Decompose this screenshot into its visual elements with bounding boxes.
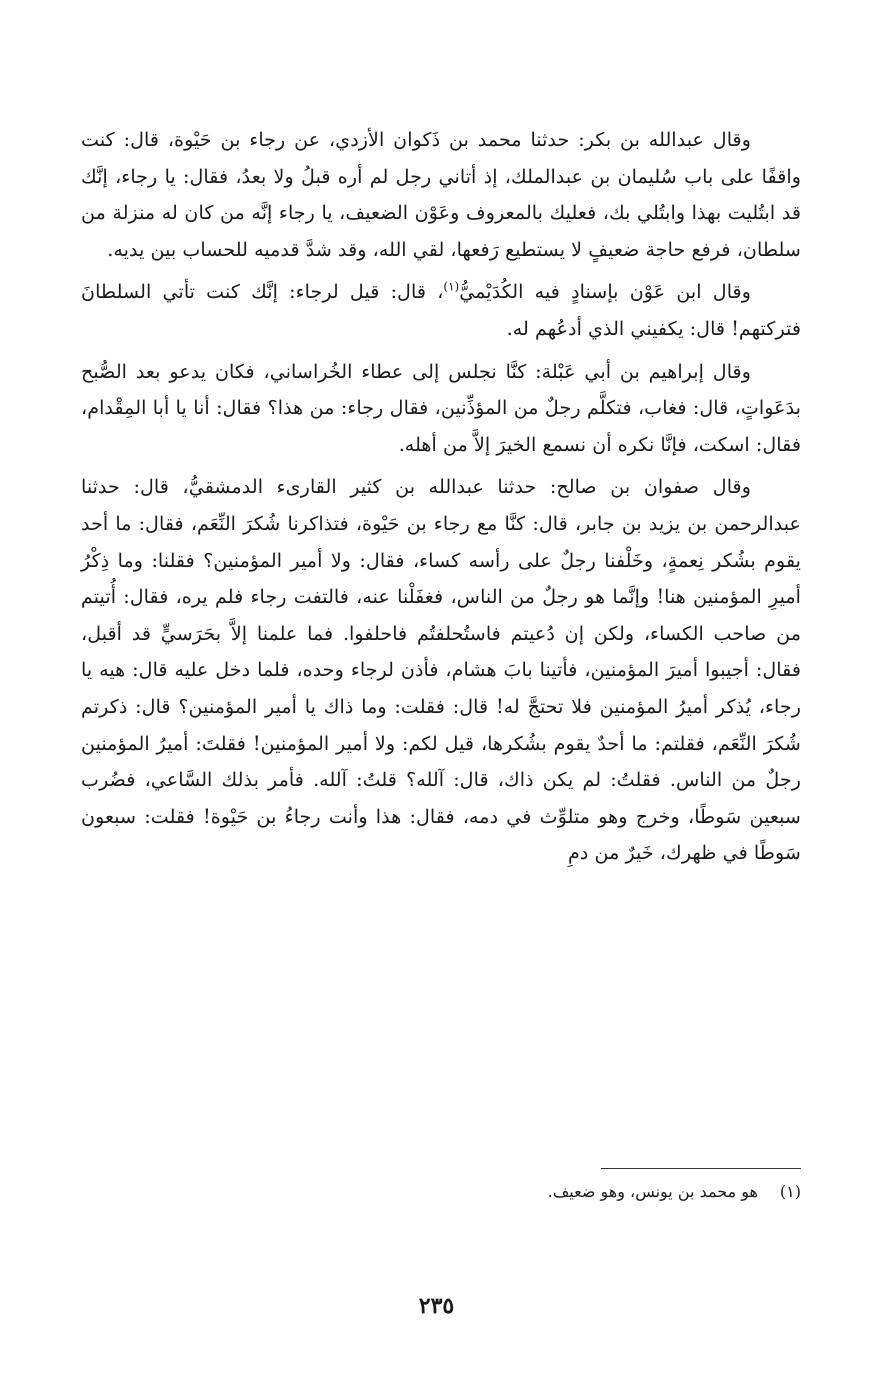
paragraph-2 (81, 274, 801, 347)
body-text (81, 122, 801, 872)
paragraph-4: وقال صفوان بن صالح: حدثنا عبدالله بن كثير القارىء الدمشقيُّ، قال: حدثنا عبدالرحمن بن يزيد بن جابر، قال: كنَّا مع رجاء بن حَيْوة، فتذاكرنا شُكرَ النِّعَم، فقال: ما أحد يقوم بشُكر نِعمةٍ، وخَلْفنا رجلٌ على رأسه كساء، فقال: ولا أمير المؤمنين؟ فقلنا: وما ذِكْرُ أميرِ المؤمنين هنا! وإنَّما هو رجلٌ من الناس، فغفَلْنا عنه، فالتفت رجاء فلم يره، فقال: أُتيتم من صاحب الكساء، ولكن إن دُعيتم فاستُحلفتُم فاحلفوا. فما علمنا إلاَّ بحَرَسيٍّ قد أقبل، فقال: أجيبوا أميرَ المؤمنين، فأتينا بابَ هشام، فأذن لرجاء وحده، فلما دخل عليه قال: هيه يا رجاء، يُذكر أميرُ المؤمنين فلا تحتجَّ له! قال: فقلت: وما ذاك يا أمير المؤمنين؟ قال: ذكرتم شُكرَ النِّعَم، فقلتم: ما أحدٌ يقوم بشُكرها، قيل لكم: ولا أمير المؤمنين! فقلتَ: أميرُ المؤمنين رجلٌ من الناس. فقلتُ: لم يكن ذاك، قال: آلله؟ قلتُ: آلله. فأمر بذلك السَّاعي، فضُرب سبعين سَوطًا، وخرج وهو متلوِّث في دمه، فقال: هذا وأنت رجاءُ بن حَيْوة! فقلت: سبعون سَوطًا في ظهرك، خَيرٌ من دمِ (81, 475, 801, 865)
footnote-divider (601, 1168, 801, 1169)
footnote-number: (١) (779, 1182, 801, 1201)
footnote-reference: (١) (443, 279, 460, 294)
paragraph-2-before: وقال ابن عَوْن بإسنادٍ فيه الكُدَيْميُّ (459, 280, 751, 304)
page-number: ٢٣٥ (418, 1293, 455, 1319)
paragraph-1: وقال عبدالله بن بكر: حدثنا محمد بن ذَكوان الأزدي، عن رجاء بن حَيْوة، قال: كنت واقفًا على باب سُليمان بن عبدالملك، إذ أتاني رجل لم أره قبلُ ولا بعدُ، فقال: يا رجاء، إنَّك قد ابتُليت بهذا وابتُلي بك، فعليك بالمعروف وعَوْن الضعيف، يا رجاء إنَّه من كان له منزلة من سلطان، فرفع حاجة ضعيفٍ لا يستطيع رَفعها، لقي الله، وقد شدَّ قدميه للحساب بين يديه. (81, 128, 801, 261)
footnote (81, 1178, 801, 1206)
footnote-text: هو محمد بن يونس، وهو ضعيف. (547, 1182, 758, 1201)
paragraph-2-after: ، قال: قيل لرجاء: إنَّك كنت تأتي السلطانَ فتركتهم! قال: يكفيني الذي أدعُهم له. (81, 280, 801, 340)
paragraph-3: وقال إبراهيم بن أبي عَبْلة: كنَّا نجلس إلى عطاء الخُراساني، فكان يدعو بعد الصُّبح بدَعَواتٍ، قال: فغاب، فتكلَّم رجلٌ من المؤذِّنين، فقال رجاء: من هذا؟ فقال: أنا يا أبا المِقْدام، فقال: اسكت، فإنَّا نكره أن نسمع الخيرَ إلاَّ من أهله. (81, 359, 801, 456)
